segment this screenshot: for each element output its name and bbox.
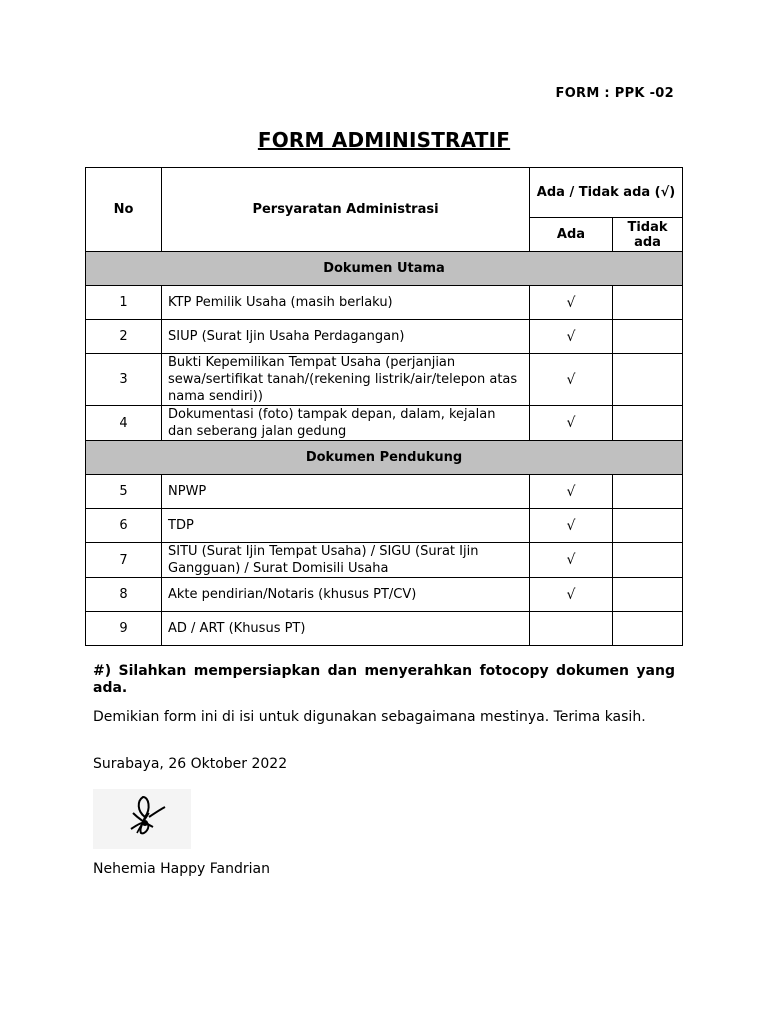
ada-checkmark: √ — [530, 354, 613, 406]
table-row — [86, 286, 683, 320]
requirement-text: SIUP (Surat Ijin Usaha Perdagangan) — [162, 320, 530, 354]
section-title: Dokumen Utama — [86, 252, 683, 286]
table-row — [86, 354, 683, 406]
signer-name: Nehemia Happy Fandrian — [93, 861, 270, 877]
tidak-ada-cell — [613, 286, 683, 320]
requirement-text: Bukti Kepemilikan Tempat Usaha (perjanjian sewa/sertifikat tanah/(rekening listrik/air/telepon atas nama sendiri)) — [162, 354, 530, 406]
requirement-text: NPWP — [162, 475, 530, 509]
requirements-table — [85, 167, 683, 646]
ada-checkmark: √ — [530, 578, 613, 612]
section-title: Dokumen Pendukung — [86, 441, 683, 475]
header-status: Ada / Tidak ada (√) — [530, 168, 683, 218]
header-requirement: Persyaratan Administrasi — [162, 168, 530, 252]
header-tidak-ada: Tidak ada — [613, 218, 683, 252]
row-number: 3 — [86, 354, 162, 406]
header-ada: Ada — [530, 218, 613, 252]
table-row — [86, 475, 683, 509]
ada-checkmark: √ — [530, 543, 613, 578]
section-row-dokumen-utama — [86, 252, 683, 286]
ada-checkmark — [530, 612, 613, 646]
requirement-text: Dokumentasi (foto) tampak depan, dalam, kejalan dan seberang jalan gedung — [162, 406, 530, 441]
table-row — [86, 578, 683, 612]
tidak-ada-cell — [613, 354, 683, 406]
row-number: 2 — [86, 320, 162, 354]
ada-checkmark: √ — [530, 475, 613, 509]
table-row — [86, 612, 683, 646]
table-row — [86, 406, 683, 441]
header-no: No — [86, 168, 162, 252]
tidak-ada-cell — [613, 543, 683, 578]
page-title: FORM ADMINISTRATIF — [257, 128, 511, 152]
row-number: 1 — [86, 286, 162, 320]
row-number: 8 — [86, 578, 162, 612]
table-row — [86, 509, 683, 543]
requirement-text: SITU (Surat Ijin Tempat Usaha) / SIGU (Surat Ijin Gangguan) / Surat Domisili Usaha — [162, 543, 530, 578]
requirement-text: TDP — [162, 509, 530, 543]
ada-checkmark: √ — [530, 286, 613, 320]
row-number: 7 — [86, 543, 162, 578]
tidak-ada-cell — [613, 475, 683, 509]
form-code: FORM : PPK -02 — [555, 86, 674, 101]
table-row — [86, 543, 683, 578]
section-row-dokumen-pendukung — [86, 441, 683, 475]
ada-checkmark: √ — [530, 320, 613, 354]
signature-scribble — [93, 789, 191, 849]
requirement-text: KTP Pemilik Usaha (masih berlaku) — [162, 286, 530, 320]
ada-checkmark: √ — [530, 509, 613, 543]
row-number: 4 — [86, 406, 162, 441]
place-date: Surabaya, 26 Oktober 2022 — [93, 756, 288, 772]
requirement-text: Akte pendirian/Notaris (khusus PT/CV) — [162, 578, 530, 612]
row-number: 5 — [86, 475, 162, 509]
tidak-ada-cell — [613, 612, 683, 646]
row-number: 9 — [86, 612, 162, 646]
row-number: 6 — [86, 509, 162, 543]
ada-checkmark: √ — [530, 406, 613, 441]
tidak-ada-cell — [613, 406, 683, 441]
tidak-ada-cell — [613, 320, 683, 354]
signature-image — [93, 789, 191, 849]
instruction-note: #) Silahkan mempersiapkan dan menyerahkan fotocopy dokumen yang ada. — [93, 663, 675, 696]
requirement-text: AD / ART (Khusus PT) — [162, 612, 530, 646]
tidak-ada-cell — [613, 509, 683, 543]
table-row — [86, 320, 683, 354]
closing-statement: Demikian form ini di isi untuk digunakan sebagaimana mestinya. Terima kasih. — [93, 709, 646, 725]
tidak-ada-cell — [613, 578, 683, 612]
